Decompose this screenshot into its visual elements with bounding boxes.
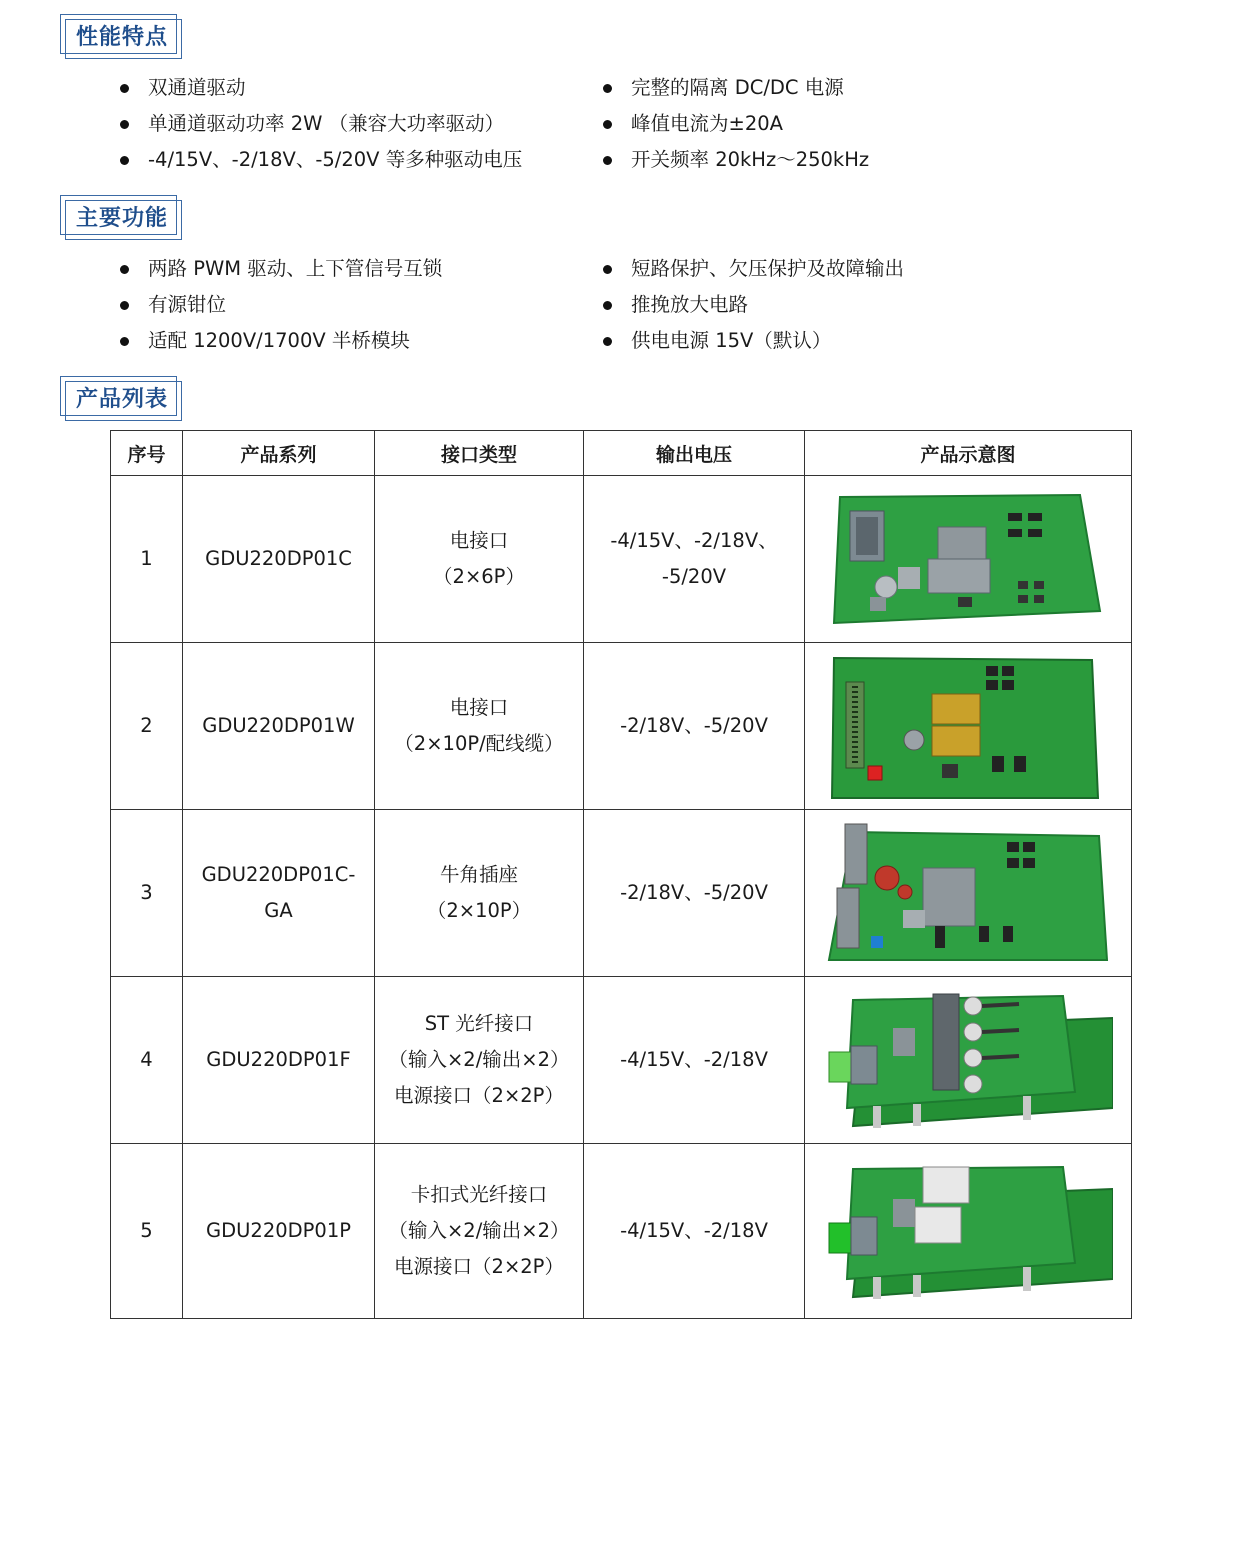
cell-interface: ST 光纤接口 （输入×2/输出×2） 电源接口（2×2P）: [375, 977, 584, 1144]
cell-series: GDU220DP01C- GA: [183, 810, 375, 977]
cell-voltage: -4/15V、-2/18V: [584, 977, 805, 1144]
table-row: [111, 1144, 1132, 1319]
pcb-image: [828, 489, 1108, 629]
list-item: 两路 PWM 驱动、上下管信号互锁: [118, 251, 442, 287]
pcb-image: [828, 652, 1108, 800]
cell-no: 3: [111, 810, 183, 977]
table-row: [111, 810, 1132, 977]
cell-series: GDU220DP01C: [183, 476, 375, 643]
section-title-features: 性能特点: [60, 14, 177, 54]
list-item: 完整的隔离 DC/DC 电源: [601, 70, 869, 106]
cell-series: GDU220DP01P: [183, 1144, 375, 1319]
cell-no: 1: [111, 476, 183, 643]
column-header: 产品示意图: [805, 431, 1132, 476]
column-header: 产品系列: [183, 431, 375, 476]
cell-series: GDU220DP01W: [183, 643, 375, 810]
cell-image: [805, 977, 1132, 1144]
cell-interface: 电接口 （2×6P）: [375, 476, 584, 643]
list-item: 双通道驱动: [118, 70, 522, 106]
list-item: 短路保护、欠压保护及故障输出: [601, 251, 904, 287]
cell-series: GDU220DP01F: [183, 977, 375, 1144]
cell-interface: 电接口 （2×10P/配线缆）: [375, 643, 584, 810]
list-item: 供电电源 15V（默认）: [601, 323, 904, 359]
pcb-image: [823, 1159, 1113, 1304]
cell-voltage: -4/15V、-2/18V: [584, 1144, 805, 1319]
cell-no: 4: [111, 977, 183, 1144]
list-item: -4/15V、-2/18V、-5/20V 等多种驱动电压: [118, 142, 522, 178]
cell-image: [805, 1144, 1132, 1319]
cell-voltage: -2/18V、-5/20V: [584, 810, 805, 977]
column-header: 序号: [111, 431, 183, 476]
list-item: 有源钳位: [118, 287, 442, 323]
cell-voltage: -2/18V、-5/20V: [584, 643, 805, 810]
list-item: 适配 1200V/1700V 半桥模块: [118, 323, 442, 359]
cell-image: [805, 476, 1132, 643]
cell-interface: 牛角插座 （2×10P）: [375, 810, 584, 977]
list-item: 推挽放大电路: [601, 287, 904, 323]
list-item: 峰值电流为±20A: [601, 106, 869, 142]
section-title-products: 产品列表: [60, 376, 177, 416]
cell-image: [805, 810, 1132, 977]
cell-image: [805, 643, 1132, 810]
cell-no: 5: [111, 1144, 183, 1319]
table-row: [111, 643, 1132, 810]
table-header-row: [111, 431, 1132, 476]
column-header: 输出电压: [584, 431, 805, 476]
list-item: 开关频率 20kHz～250kHz: [601, 142, 869, 178]
product-table: [110, 430, 1132, 1319]
pcb-image: [823, 818, 1113, 968]
column-header: 接口类型: [375, 431, 584, 476]
cell-no: 2: [111, 643, 183, 810]
cell-interface: 卡扣式光纤接口 （输入×2/输出×2） 电源接口（2×2P）: [375, 1144, 584, 1319]
cell-voltage: -4/15V、-2/18V、 -5/20V: [584, 476, 805, 643]
table-row: [111, 476, 1132, 643]
pcb-image: [823, 988, 1113, 1133]
section-title-functions: 主要功能: [60, 195, 177, 235]
table-row: [111, 977, 1132, 1144]
list-item: 单通道驱动功率 2W （兼容大功率驱动）: [118, 106, 522, 142]
